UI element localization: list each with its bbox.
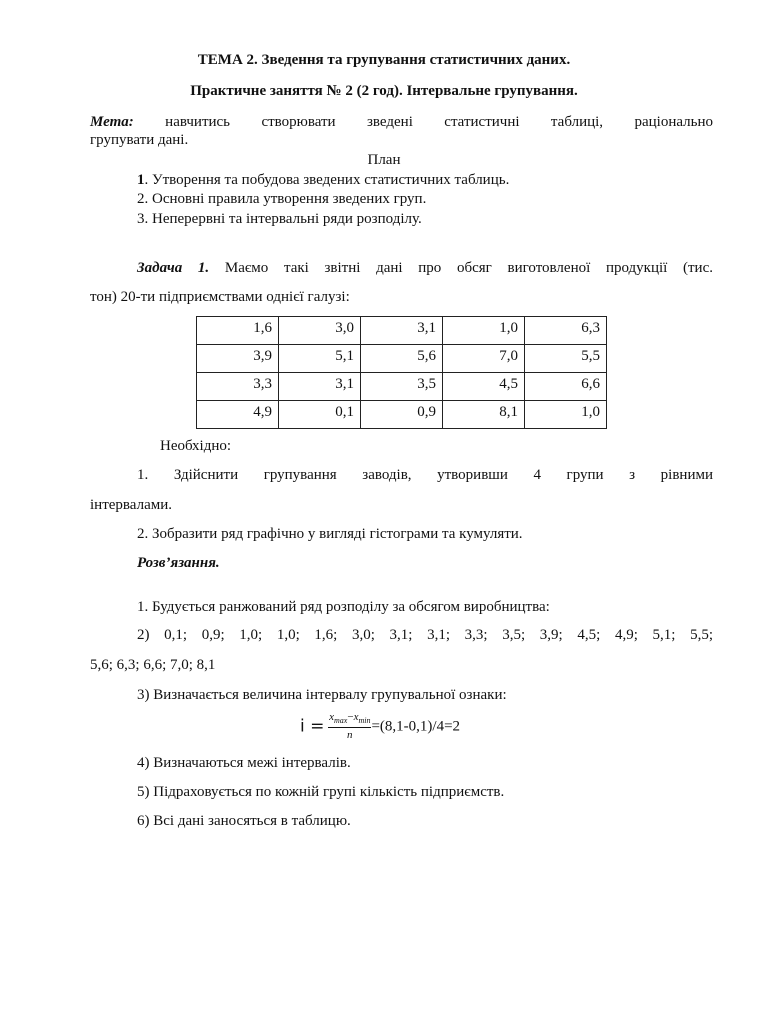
required-item-2: 2. Зобразити ряд графічно у вигляді гістограми та кумуляти.: [137, 526, 523, 542]
table-cell: 6,3: [525, 317, 607, 345]
page-title: ТЕМА 2. Зведення та групування статистичних даних.: [197, 52, 571, 68]
solution-step-2: 2) 0,1; 0,9; 1,0; 1,0; 1,6; 3,0; 3,1; 3,1; 3,3; 3,5; 3,9; 4,5; 4,9; 5,1; 5,5;: [137, 627, 713, 643]
plan-heading: План: [367, 152, 401, 168]
lesson-subtitle: Практичне заняття № 2 (2 год). Інтервальне групування.: [190, 83, 578, 99]
table-cell: 5,6: [361, 345, 443, 373]
table-cell: 3,5: [361, 373, 443, 401]
required-item-1-cont: інтервалами.: [90, 497, 172, 513]
data-table: [196, 316, 607, 429]
task-line-1: [137, 258, 713, 278]
table-cell: 1,6: [197, 317, 279, 345]
table-cell: 0,1: [279, 401, 361, 429]
table-cell: 3,3: [197, 373, 279, 401]
formula-lhs: i =: [300, 716, 325, 737]
required-item-1: 1. Здійснити групування заводів, утворивши 4 групи з рівними: [137, 467, 713, 483]
required-heading: Необхідно:: [160, 438, 232, 454]
task-line-2: тон) 20-ти підприємствами однієї галузі:: [90, 289, 350, 305]
table-cell: 0,9: [361, 401, 443, 429]
solution-step-6: 6) Всі дані заносяться в таблицю.: [137, 813, 351, 829]
solution-step-5: 5) Підраховується по кожній групі кількість підприємств.: [137, 784, 505, 800]
table-cell: 5,5: [525, 345, 607, 373]
plan-item-1: 1. Утворення та побудова зведених статистичних таблиць.: [137, 172, 510, 188]
table-cell: 6,6: [525, 373, 607, 401]
table-cell: 5,1: [279, 345, 361, 373]
table-row: [197, 401, 607, 429]
goal-text-1: навчитись створювати зведені статистичні таблиці, раціонально: [133, 114, 713, 130]
formula-fraction: $\frac{x_{max}-x_{min}}{n}$: [329, 711, 371, 742]
formula-rhs: =(8,1-0,1)/4=2: [371, 718, 461, 735]
task-text-1: Маємо такі звітні дані про обсяг виготовленої продукції (тис.: [209, 260, 713, 276]
table-row: [197, 317, 607, 345]
plan-item-3: 3. Неперервні та інтервальні ряди розподілу.: [137, 211, 422, 227]
solution-step-2-cont: 5,6; 6,3; 6,6; 7,0; 8,1: [90, 657, 216, 673]
solution-step-3: 3) Визначається величина інтервалу групувальної ознаки:: [137, 687, 507, 703]
table-cell: 1,0: [443, 317, 525, 345]
table-cell: 3,9: [197, 345, 279, 373]
table-cell: 4,5: [443, 373, 525, 401]
table-cell: 7,0: [443, 345, 525, 373]
solution-step-4: 4) Визначаються межі інтервалів.: [137, 755, 351, 771]
table-cell: 3,1: [279, 373, 361, 401]
task-label: Задача 1.: [137, 260, 210, 276]
table-row: [197, 345, 607, 373]
table-cell: 3,0: [279, 317, 361, 345]
goal-label: Мета:: [90, 114, 134, 130]
table-cell: 1,0: [525, 401, 607, 429]
table-cell: 4,9: [197, 401, 279, 429]
table-row: [197, 373, 607, 401]
goal-line-2: групувати дані.: [90, 132, 189, 148]
interval-formula: [300, 711, 460, 747]
plan-item-2: 2. Основні правила утворення зведених груп.: [137, 191, 427, 207]
solution-heading: Розв’язання.: [137, 555, 220, 571]
solution-step-1: 1. Будується ранжований ряд розподілу за обсягом виробництва:: [137, 599, 550, 615]
table-cell: 3,1: [361, 317, 443, 345]
goal-line-1: [90, 112, 713, 132]
table-cell: 8,1: [443, 401, 525, 429]
